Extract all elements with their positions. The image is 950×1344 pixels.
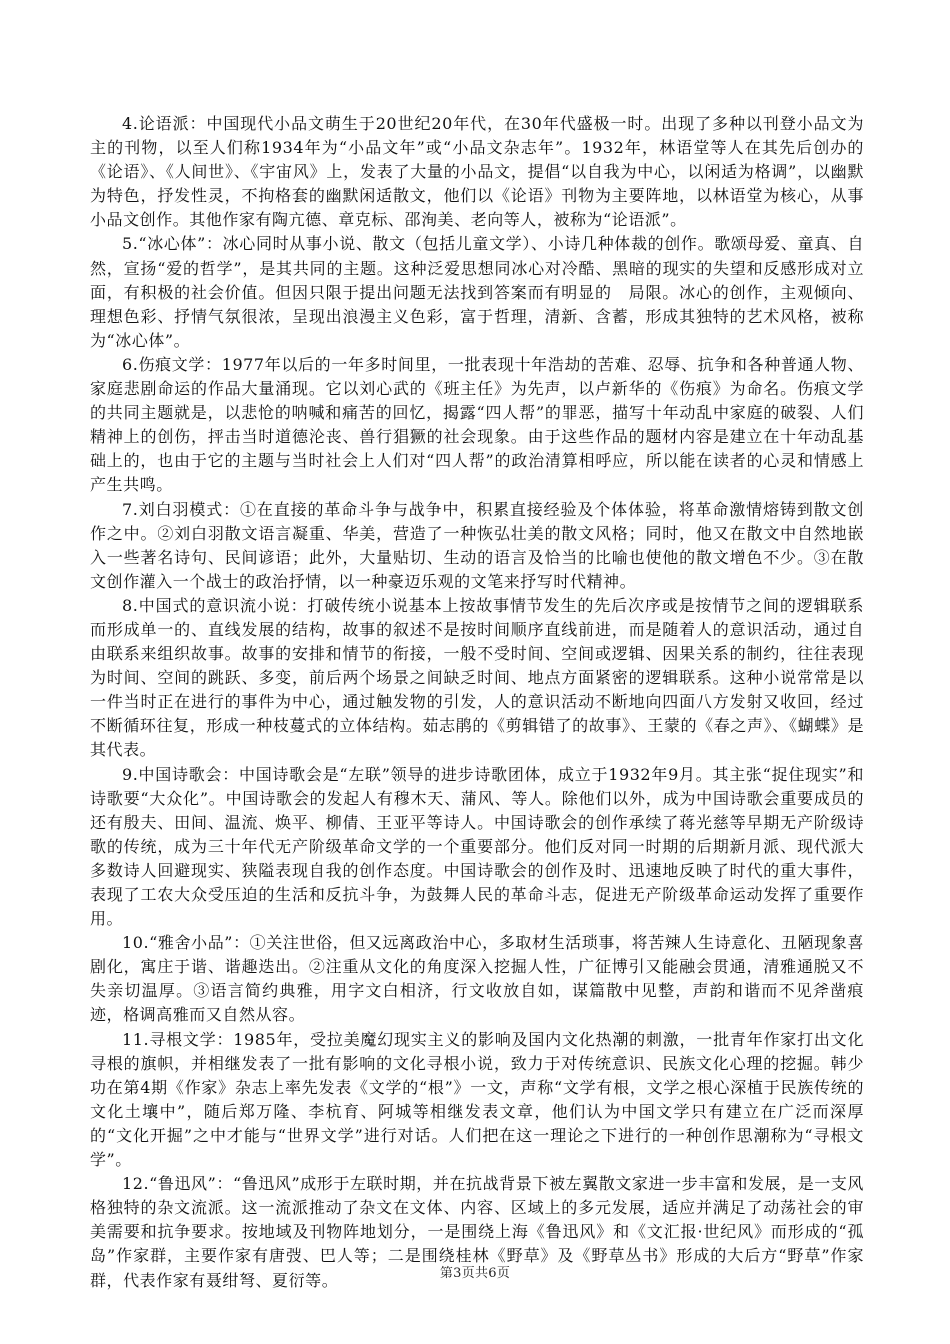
paragraph-root-seeking-literature: 11.寻根文学：1985年，受拉美魔幻现实主义的影响及国内文化热潮的刺激，一批青年作家打出文化寻根的旗帜，并相继发表了一批有影响的文化寻根小说，致力于对传统意识、民族文化心理的挖掘。韩少功在第4期《作家》杂志上率先发表《文学的“根”》一文，声称“文学有根，文学之根心深植于民族传统的文化土壤中”，随后郑万隆、李杭育、阿城等相继发表文章，他们认为中国文学只有建立在广泛而深厚的“文化开掘”之中才能与“世界文学”进行对话。人们把在这一理论之下进行的一种创作思潮称为“寻根文学”。 [90, 1029, 864, 1170]
paragraph-scar-literature: 6.伤痕文学：1977年以后的一年多时间里，一批表现十年浩劫的苦难、忍辱、抗争和各种普通人物、家庭悲剧命运的作品大量涌现。它以刘心武的《班主任》为先声，以卢新华的《伤痕》为命名。伤痕文学的共同主题就是，以悲怆的呐喊和痛苦的回忆，揭露“四人帮”的罪恶，描写十年动乱中家庭的破裂、人们精神上的创伤，抨击当时道德沦丧、兽行猖獗的社会现象。由于这些作品的题材内容是建立在十年动乱基础上的，也由于它的主题与当时社会上人们对“四人帮”的政治清算相呼应，所以能在读者的心灵和情感上产生共鸣。 [90, 354, 864, 495]
document-body [90, 112, 864, 1293]
paragraph-bingxin-style: 5.“冰心体”：冰心同时从事小说、散文（包括儿童文学）、小诗几种体裁的创作。歌颂母爱、童真、自然，宣扬“爱的哲学”，是其共同的主题。这种泛爱思想同冰心对冷酷、黑暗的现实的失望和反感形成对立面，有积极的社会价值。但因只限于提出问题无法找到答案而有明显的 局限。冰心的创作，主观倾向、理想色彩、抒情气氛很浓，呈现出浪漫主义色彩，富于哲理，清新、含蓄，形成其独特的艺术风格，被称为“冰心体”。 [90, 234, 864, 350]
paragraph-liu-baiyu-mode: 7.刘白羽模式：①在直接的革命斗争与战争中，积累直接经验及个体体验，将革命激情熔铸到散文创作之中。②刘白羽散文语言凝重、华美，营造了一种恢弘壮美的散文风格；同时，他又在散文中自然地嵌入一些著名诗句、民间谚语；此外，大量贴切、生动的语言及恰当的比喻也使他的散文增色不少。③在散文创作灌入一个战士的政治抒情，以一种豪迈乐观的文笔来抒写时代精神。 [90, 499, 864, 591]
paragraph-stream-of-consciousness: 8.中国式的意识流小说：打破传统小说基本上按故事情节发生的先后次序或是按情节之间的逻辑联系而形成单一的、直线发展的结构，故事的叙述不是按时间顺序直线前进，而是随着人的意识活动，通过自由联系来组织故事。故事的安排和情节的衔接，一般不受时间、空间或逻辑、因果关系的制约，往往表现为时间、空间的跳跃、多变，前后两个场景之间缺乏时间、地点方面紧密的逻辑联系。这种小说常常是以一件当时正在进行的事件为中心，通过触发物的引发，人的意识活动不断地向四面八方发射又收回，经过不断循环往复，形成一种枝蔓式的立体结构。茹志鹃的《剪辑错了的故事》、王蒙的《春之声》、《蝴蝶》是其代表。 [90, 595, 864, 760]
paragraph-lunyu-school: 4.论语派：中国现代小品文萌生于20世纪20年代，在30年代盛极一时。出现了多种以刊登小品文为主的刊物，以至人们称1934年为“小品文年”或“小品文杂志年”。1932年，林语堂等人在其先后创办的《论语》、《人间世》、《宇宙风》上，发表了大量的小品文，提倡“以自我为中心，以闲适为格调”，以幽默为特色，抒发性灵，不拘格套的幽默闲适散文，他们以《论语》刊物为主要阵地，以林语堂为核心，从事小品文创作。其他作家有陶亢德、章克标、邵洵美、老向等人，被称为“论语派”。 [90, 114, 864, 230]
paragraph-china-poetry-society: 9.中国诗歌会：中国诗歌会是“左联”领导的进步诗歌团体，成立于1932年9月。其主张“捉住现实”和诗歌要“大众化”。中国诗歌会的发起人有穆木天、蒲风、等人。除他们以外，成为中国诗歌会重要成员的还有殷夫、田间、温流、焕平、柳倩、王亚平等诗人。中国诗歌会的创作承续了蒋光慈等早期无产阶级诗歌的传统，成为三十年代无产阶级革命文学的一个重要部分。他们反对同一时期的后期新月派、现代派大多数诗人回避现实、狭隘表现自我的创作态度。中国诗歌会的创作及时、迅速地反映了时代的重大事件，表现了工农大众受压迫的生活和反抗斗争，为鼓舞人民的革命斗志，促进无产阶级革命运动发挥了重要作用。 [90, 764, 864, 929]
page-number: 第3页共6页 [439, 1266, 511, 1281]
paragraph-luxun-style: 12.“鲁迅风”：“鲁迅风”成形于左联时期，并在抗战背景下被左翼散文家进一步丰富和发展，是一支风格独特的杂文流派。这一流派推动了杂文在文体、内容、区域上的多元发展，适应并满足了动荡社会的审美需要和抗争要求。按地域及刊物阵地划分，一是围绕上海《鲁迅风》和《文汇报·世纪风》而形成的“孤岛”作家群，主要作家有唐弢、巴人等；二是围绕桂林《野草》及《野草丛书》形成的大后方“野草”作家群，代表作家有聂绀弩、夏衍等。 [90, 1174, 864, 1290]
paragraph-yashe-xiaopin: 10.“雅舍小品”：①关注世俗，但又远离政治中心，多取材生活琐事，将苦辣人生诗意化、丑陋现象喜剧化，寓庄于谐、谐趣迭出。②注重从文化的角度深入挖掘人性，广征博引又能融会贯通，清雅通脱又不失亲切温厚。③语言简约典雅，用字文白相济，行文收放自如，谋篇散中见整，声韵和谐而不见斧凿痕迹，格调高雅而又自然从容。 [90, 933, 864, 1025]
